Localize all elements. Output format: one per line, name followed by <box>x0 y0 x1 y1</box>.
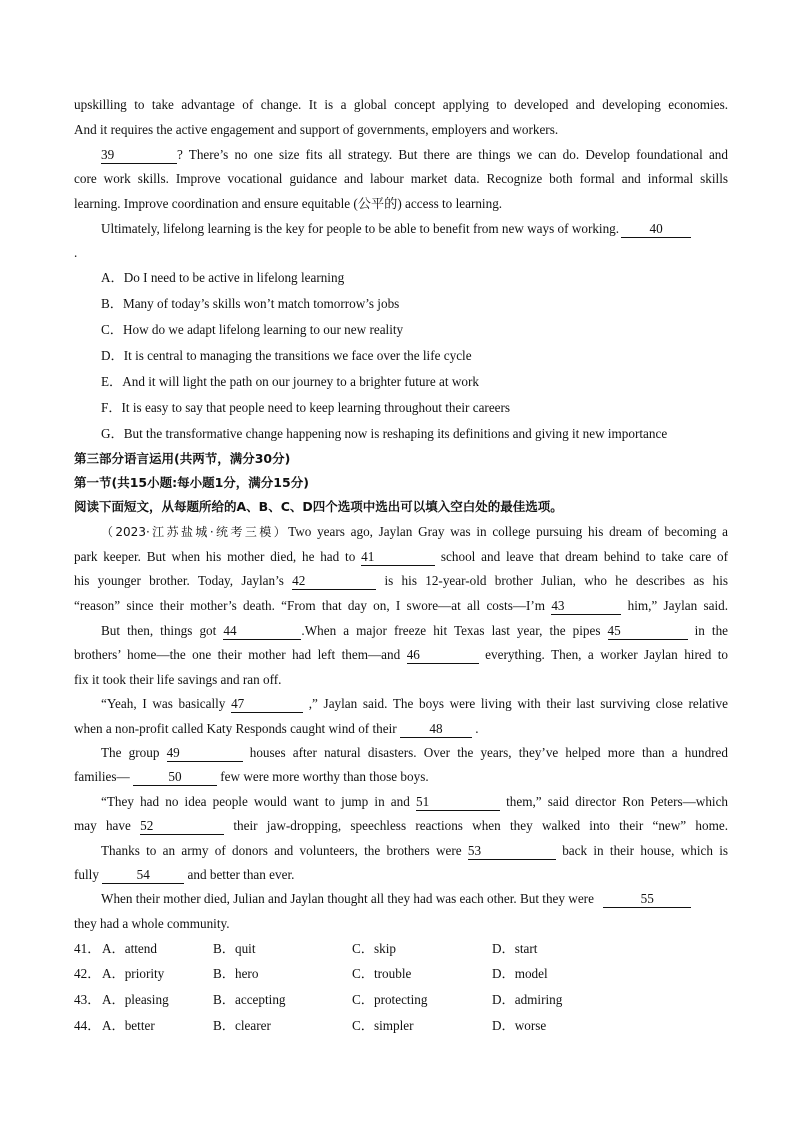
cloze-line: But then, things got 44 .When a major freeze hit Texas last year, the pipes 45 in the <box>101 623 729 638</box>
choice-d[interactable]: D．worse <box>492 1018 547 1033</box>
blank-45[interactable]: 45 <box>608 624 688 640</box>
passage-line-40: Ultimately, lifelong learning is the key for people to be able to benefit from new ways of working. 40 <box>101 220 761 238</box>
choice-c[interactable]: C．trouble <box>352 966 412 981</box>
cloze-line: （2023·江苏盐城·统考三模）Two years ago, Jaylan Gray was in college pursuing his dream of becoming a <box>101 524 728 539</box>
choice-a[interactable]: A．attend <box>102 941 157 956</box>
blank-42[interactable]: 42 <box>292 574 376 590</box>
passage-dot: . <box>74 245 78 260</box>
blank-48[interactable]: 48 <box>400 722 472 738</box>
blank-41[interactable]: 41 <box>361 550 435 566</box>
question-43 <box>74 991 728 1009</box>
blank-43[interactable]: 43 <box>551 599 621 615</box>
choice-b[interactable]: B．hero <box>213 966 259 981</box>
question-number: 42． <box>74 966 101 981</box>
option-f: F．It is easy to say that people need to keep learning throughout their careers <box>101 400 511 415</box>
blank-50[interactable]: 50 <box>133 770 217 786</box>
cloze-line: fully 54 and better than ever. <box>74 867 295 882</box>
question-41 <box>74 940 728 958</box>
choice-c[interactable]: C．protecting <box>352 992 428 1007</box>
cloze-line: The group 49 houses after natural disasters. Over the years, they’ve helped more than a hundred <box>101 745 729 760</box>
choice-d[interactable]: D．model <box>492 966 548 981</box>
choice-c[interactable]: C．simpler <box>352 1018 414 1033</box>
option-e: E．And it will light the path on our journey to a brighter future at work <box>101 374 479 389</box>
blank-39[interactable]: 39 <box>101 148 177 164</box>
passage-line: upskilling to take advantage of change. It is a global concept applying to developed and developing economies. <box>74 97 728 112</box>
passage-line-39: 39 ? There’s no one size fits all strategy. But there are things we can do. Develop foundational and <box>101 147 728 162</box>
question-44 <box>74 1017 728 1035</box>
blank-54[interactable]: 54 <box>102 868 184 884</box>
cloze-line: fix it took their life savings and ran off. <box>74 672 282 687</box>
choice-a[interactable]: A．priority <box>102 966 165 981</box>
option-a: A．Do I need to be active in lifelong learning <box>101 270 345 285</box>
cloze-line: “Yeah, I was basically 47 ,” Jaylan said. The boys were living with their last surviving close relative <box>101 696 728 711</box>
passage-line: learning. Improve coordination and ensure equitable (公平的) access to learning. <box>74 196 503 211</box>
blank-46[interactable]: 46 <box>407 648 479 664</box>
blank-53[interactable]: 53 <box>468 844 556 860</box>
passage-line: core work skills. Improve vocational guidance and labour market data. Recognize both formal and informal skills <box>74 171 728 186</box>
cloze-line: may have 52 their jaw-dropping, speechless reactions when they walked into their “new” home. <box>74 818 729 833</box>
blank-44[interactable]: 44 <box>223 624 301 640</box>
option-c: C．How do we adapt lifelong learning to our new reality <box>101 322 404 337</box>
section-instruction: 阅读下面短文，从每题所给的A、B、C、D四个选项中选出可以填入空白处的最佳选项。 <box>74 499 563 514</box>
option-d: D．It is central to managing the transitions we face over the life cycle <box>101 348 472 363</box>
choice-a[interactable]: A．pleasing <box>102 992 169 1007</box>
question-42 <box>74 965 728 983</box>
cloze-line: “reason” since their mother’s death. “From that day on, I swore—at all costs—I’m 43 him,” Jaylan said. <box>74 598 729 613</box>
choice-b[interactable]: B．accepting <box>213 992 286 1007</box>
cloze-line: they had a whole community. <box>74 916 230 931</box>
blank-52[interactable]: 52 <box>140 819 224 835</box>
blank-55[interactable]: 55 <box>603 892 691 908</box>
choice-d[interactable]: D．start <box>492 941 538 956</box>
choice-a[interactable]: A．better <box>102 1018 155 1033</box>
cloze-line: Thanks to an army of donors and volunteers, the brothers were 53 back in their house, which is <box>101 843 729 858</box>
blank-49[interactable]: 49 <box>167 746 243 762</box>
cloze-line: park keeper. But when his mother died, he had to 41 school and leave that dream behind to take care of <box>74 549 729 564</box>
choice-d[interactable]: D．admiring <box>492 992 563 1007</box>
blank-51[interactable]: 51 <box>416 795 500 811</box>
option-b: B．Many of today’s skills won’t match tomorrow’s jobs <box>101 296 400 311</box>
cloze-line: when a non-profit called Katy Responds caught wind of their 48 . <box>74 721 479 736</box>
question-number: 43． <box>74 992 101 1007</box>
question-number: 41． <box>74 941 101 956</box>
cloze-line: When their mother died, Julian and Jaylan thought all they had was each other. But they were 55 <box>101 890 761 908</box>
section-title-part3: 第三部分语言运用(共两节，满分30分) <box>74 451 291 466</box>
choice-c[interactable]: C．skip <box>352 941 396 956</box>
cloze-line: brothers’ home—the one their mother had left them—and 46 everything. Then, a worker Jaylan hired to <box>74 647 729 662</box>
option-g: G．But the transformative change happening now is reshaping its definitions and giving it new importance <box>101 426 668 441</box>
source-label: （2023·江苏盐城·统考三模） <box>101 525 289 539</box>
question-number: 44． <box>74 1018 101 1033</box>
cloze-line: “They had no idea people would want to jump in and 51 them,” said director Ron Peters—which <box>101 794 729 809</box>
passage-line: And it requires the active engagement and support of governments, employers and workers. <box>74 122 559 137</box>
cloze-line: families— 50 few were more worthy than those boys. <box>74 769 429 784</box>
section-title-sec1: 第一节(共15小题:每小题1分，满分15分) <box>74 475 309 490</box>
choice-b[interactable]: B．clearer <box>213 1018 271 1033</box>
blank-47[interactable]: 47 <box>231 697 303 713</box>
blank-40[interactable]: 40 <box>621 222 691 238</box>
cloze-line: his younger brother. Today, Jaylan’s 42 is his 12-year-old brother Julian, who he describes as his <box>74 573 728 588</box>
choice-b[interactable]: B．quit <box>213 941 256 956</box>
